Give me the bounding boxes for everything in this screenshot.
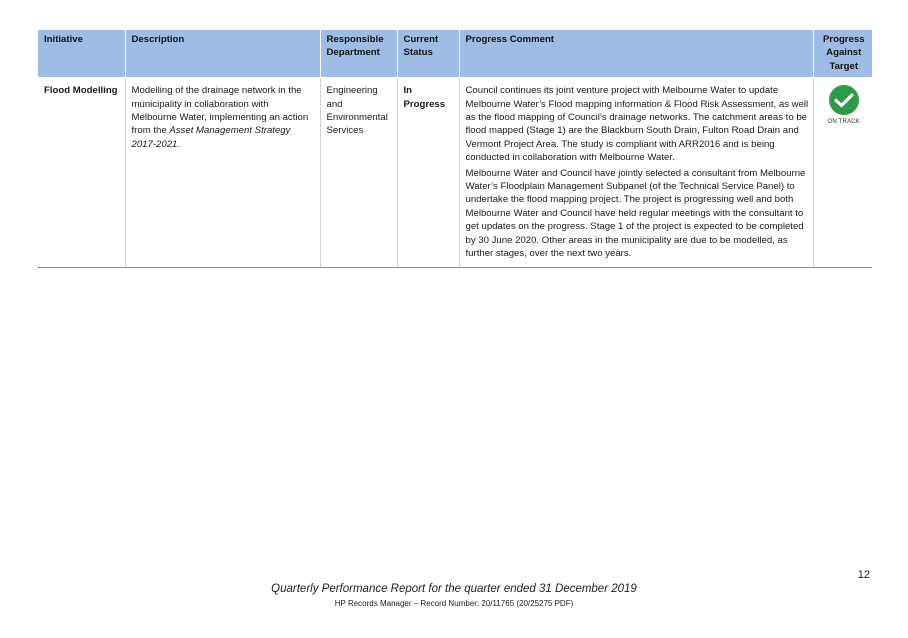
- checkmark-icon: [834, 92, 854, 108]
- header-progress-against-target: Progress Against Target: [813, 30, 872, 77]
- header-current-status: Current Status: [397, 30, 459, 77]
- footer-report-title: Quarterly Performance Report for the quarter ended 31 December 2019: [271, 583, 637, 595]
- cell-description: [125, 77, 320, 267]
- cell-initiative: Flood Modelling: [38, 77, 125, 267]
- cell-progress-against-target: [813, 77, 872, 267]
- page-number: 12: [857, 569, 870, 581]
- cell-current-status: In Progress: [397, 77, 459, 267]
- check-circle-icon: [829, 85, 859, 115]
- header-progress-comment: Progress Comment: [459, 30, 813, 77]
- progress-comment-paragraph-2: Melbourne Water and Council have jointly selected a consultant from Melbourne Water’s Floodplain Management Subpanel (of the Technical Service Panel) to undertake the flood mapping project. The project is progressing well and both Melbourne Water and Council have held regular meetings with the consultant to get updates on the progress. Stage 1 of the project is expected to be completed by 30 June 2020. Other areas in the municipality are due to be modelled, as further stages, over the next two years.: [465, 167, 806, 260]
- cell-responsible-department: Engineering and Environmental Services: [320, 77, 397, 267]
- description-strategy-name: Asset Management Strategy 2017-2021: [131, 125, 291, 150]
- performance-table: [38, 30, 872, 268]
- on-track-label: ON TRACK: [827, 119, 860, 126]
- header-initiative: Initiative: [38, 30, 125, 77]
- header-description: Description: [125, 30, 320, 77]
- header-responsible-department: Responsible Department: [320, 30, 397, 77]
- progress-comment-paragraph-1: Council continues its joint venture project with Melbourne Water to update Melbourne Water’s Flood mapping information & Flood Risk Assessment, as well as the flood mapping of Council’s drainage networks. The catchment areas to be flood mapped (Stage 1) are the Blackburn South Drain, Fulton Road Drain and Vermont Project Area. The study is compliant with ARR2016 and is being conducted in collaboration with Melbourne Water.: [465, 85, 809, 164]
- description-text: Modelling of the drainage network in the municipality in collaboration with Melbourne Water, implementing an action from the: [131, 85, 309, 137]
- footer-record-number: HP Records Manager – Record Number: 20/11765 (20/25275 PDF): [334, 599, 574, 608]
- cell-progress-comment: [459, 77, 813, 267]
- description-end: .: [177, 138, 181, 150]
- table-header-row: [38, 30, 872, 77]
- table-row: [38, 77, 872, 267]
